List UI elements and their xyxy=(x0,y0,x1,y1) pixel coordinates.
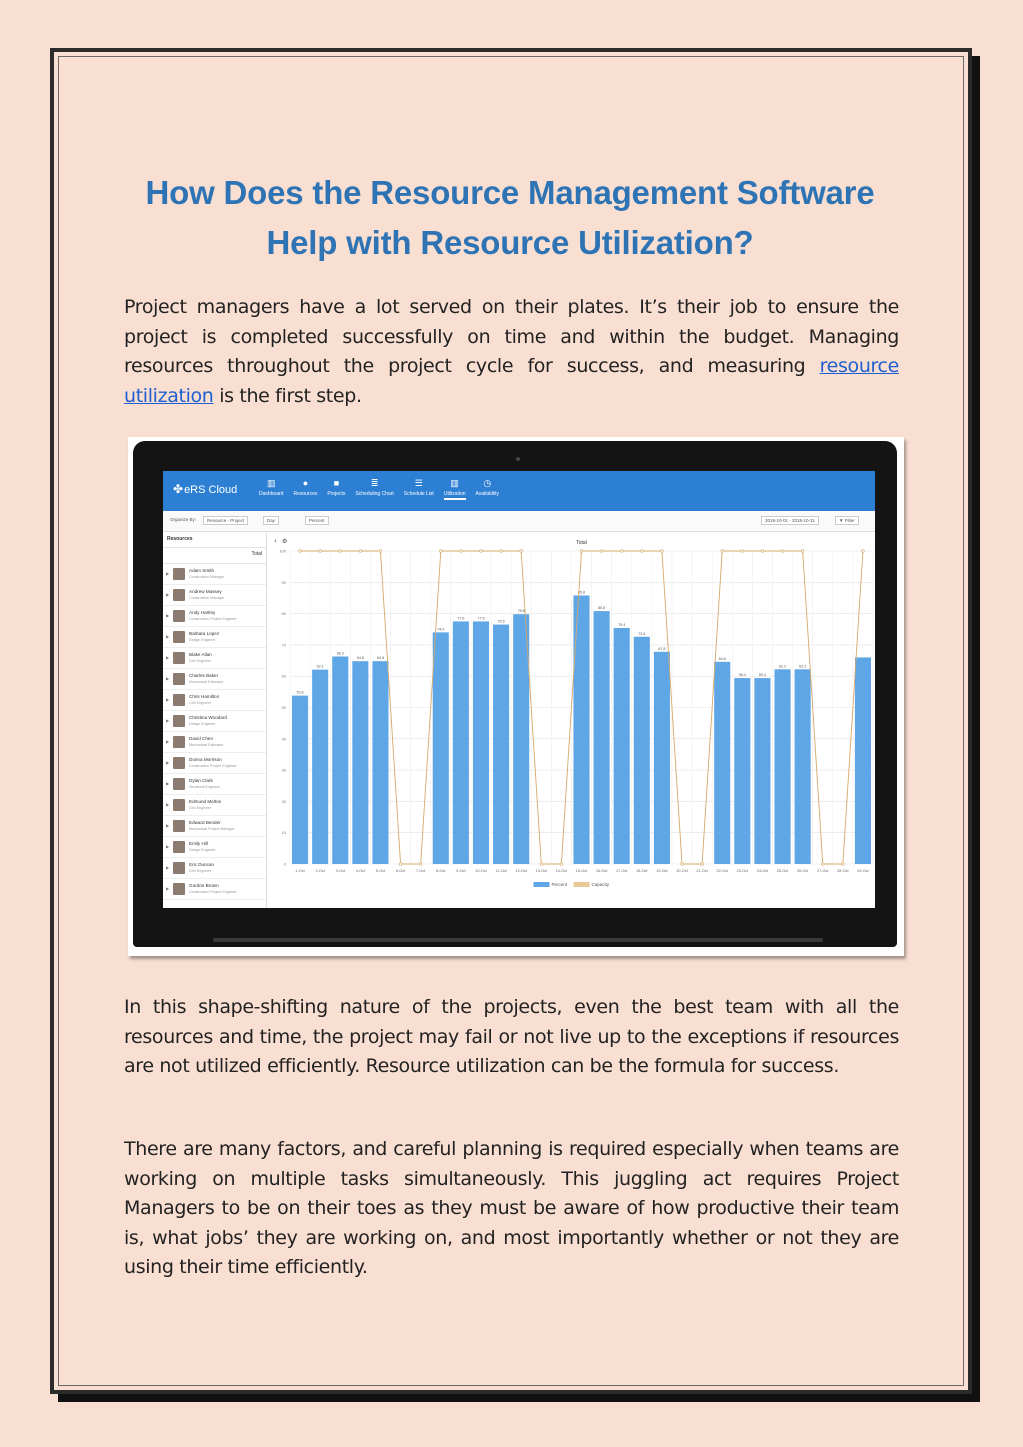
avatar xyxy=(173,694,185,706)
expand-caret-icon[interactable]: ▶ xyxy=(166,844,170,849)
resource-role: Mechanical Project Manager xyxy=(189,827,235,831)
bar xyxy=(734,678,750,864)
paragraph-intro-text: Project managers have a lot served on their plates. It’s their job to ensure the project is completed successfully on time and within the budget. Managing resources throughout the project cycle for success, and measuring xyxy=(124,296,899,377)
bar xyxy=(774,669,790,864)
bar xyxy=(634,637,650,864)
period-select[interactable]: Day xyxy=(263,516,279,525)
data-label: 64.8 xyxy=(376,656,384,661)
capacity-point xyxy=(480,550,483,553)
expand-caret-icon[interactable]: ▶ xyxy=(166,739,170,744)
expand-caret-icon[interactable]: ▶ xyxy=(166,781,170,786)
x-tick-label: 28-Oct xyxy=(837,869,849,873)
capacity-point xyxy=(821,863,824,866)
laptop-screenshot xyxy=(128,437,904,956)
resource-role: Construction Manager xyxy=(189,575,225,579)
filter-button[interactable] xyxy=(835,516,859,525)
filter-label: Filter xyxy=(844,518,855,523)
resource-row[interactable] xyxy=(163,669,266,690)
bar xyxy=(493,625,509,864)
expand-caret-icon[interactable]: ▶ xyxy=(166,634,170,639)
bar xyxy=(372,661,388,864)
bar xyxy=(654,652,670,864)
resource-role: Civil Engineer xyxy=(189,659,212,663)
chart-svg xyxy=(268,533,875,908)
nav-resources[interactable] xyxy=(293,477,317,500)
sidebar-total: Total xyxy=(163,548,266,564)
x-tick-label: 2-Oct xyxy=(315,869,325,873)
expand-caret-icon[interactable]: ▶ xyxy=(166,655,170,660)
resource-name: David Chen xyxy=(189,736,214,741)
capacity-point xyxy=(862,550,865,553)
nav-dashboard[interactable] xyxy=(259,477,283,500)
nav-availability[interactable] xyxy=(476,477,500,500)
utilization-toolbar xyxy=(163,511,875,532)
expand-caret-icon[interactable]: ▶ xyxy=(166,760,170,765)
x-tick-label: 11-Oct xyxy=(495,869,507,873)
capacity-point xyxy=(701,863,704,866)
data-label: 59.4 xyxy=(738,673,746,678)
resource-name: Adam Smith xyxy=(189,568,215,573)
resource-row[interactable] xyxy=(163,564,266,585)
app-header xyxy=(163,471,875,511)
capacity-point xyxy=(560,863,563,866)
resource-name: Gordon Brown xyxy=(189,883,219,888)
x-tick-label: 25-Oct xyxy=(776,869,789,873)
paragraph-intro-tail: is the first step. xyxy=(213,384,362,407)
avatar xyxy=(173,883,185,895)
bar xyxy=(433,632,449,864)
expand-caret-icon[interactable]: ▶ xyxy=(166,697,170,702)
x-tick-label: 16-Oct xyxy=(595,869,608,873)
expand-caret-icon[interactable]: ▶ xyxy=(166,802,170,807)
nav-label: Utilization xyxy=(443,491,466,497)
x-tick-label: 23-Oct xyxy=(736,869,749,873)
resource-name: Donna Morrison xyxy=(189,757,222,762)
resource-list xyxy=(163,564,266,900)
bar xyxy=(312,670,328,864)
resource-name: Barbara Lopez xyxy=(189,631,220,636)
resource-name: Chris Hamilton xyxy=(189,694,220,699)
resource-row[interactable] xyxy=(163,711,266,732)
avatar xyxy=(173,568,185,580)
chart-nav-prev-icon: ‹ xyxy=(274,537,277,545)
capacity-point xyxy=(520,550,523,553)
bar xyxy=(473,621,489,864)
bar xyxy=(352,661,368,864)
capacity-point xyxy=(761,550,764,553)
laptop-hinge xyxy=(213,938,823,942)
resource-row[interactable] xyxy=(163,606,266,627)
x-tick-label: 1-Oct xyxy=(295,869,305,873)
capacity-point xyxy=(299,550,302,553)
avatar xyxy=(173,610,185,622)
bar xyxy=(332,656,348,864)
x-tick-label: 4-Oct xyxy=(355,869,366,873)
data-label: 76.5 xyxy=(497,619,505,624)
resource-name: Andy Hartley xyxy=(189,610,216,615)
capacity-point xyxy=(419,863,422,866)
y-tick-label: 50 xyxy=(281,705,286,710)
app-logo[interactable] xyxy=(173,482,237,496)
resource-role: Design Engineer xyxy=(189,722,216,726)
scheduling-chart-icon: ≣ xyxy=(370,478,379,488)
chart-settings-icon: ⚙ xyxy=(282,538,288,545)
expand-caret-icon[interactable]: ▶ xyxy=(166,718,170,723)
capacity-point xyxy=(661,550,664,553)
bar xyxy=(453,621,469,864)
resource-row[interactable] xyxy=(163,627,266,648)
capacity-point xyxy=(641,550,644,553)
nav-label: Scheduling Chart xyxy=(355,491,394,497)
resource-row[interactable] xyxy=(163,774,266,795)
x-tick-label: 9-Oct xyxy=(456,869,466,873)
app-logo-text: eRS Cloud xyxy=(184,484,238,496)
avatar xyxy=(173,862,185,874)
resource-row[interactable] xyxy=(163,690,266,711)
bar xyxy=(292,696,308,864)
data-label: 62.1 xyxy=(316,664,324,669)
capacity-point xyxy=(359,550,362,553)
logo-icon: ✤ xyxy=(173,482,184,496)
data-label: 64.8 xyxy=(356,656,364,661)
nav-label: Projects xyxy=(327,491,346,497)
capacity-point xyxy=(801,550,804,553)
capacity-point xyxy=(399,863,402,866)
sidebar-header: Resources xyxy=(163,533,266,548)
capacity-point xyxy=(681,863,684,866)
legend-swatch-capacity xyxy=(574,882,590,887)
data-label: 72.6 xyxy=(638,631,646,636)
avatar xyxy=(173,736,185,748)
dashboard-icon: ▥ xyxy=(266,478,276,488)
data-label: 62.2 xyxy=(799,664,807,669)
y-tick-label: 90 xyxy=(281,579,286,585)
paragraph-two: In this shape-shifting nature of the projects, even the best team with all the resources and time, the project may fail or not live up to the exceptions if resources are not utilized efficiently. Resource utilization can be the formula for success. xyxy=(124,996,899,1077)
data-label: 67.8 xyxy=(658,646,666,651)
capacity-point xyxy=(460,550,463,553)
resource-row[interactable] xyxy=(163,585,266,606)
data-label: 62.2 xyxy=(779,664,787,669)
title-line-2: Help with Resource Utilization? xyxy=(266,224,754,261)
y-tick-label: 70 xyxy=(281,642,286,648)
resource-row[interactable] xyxy=(163,753,266,774)
x-tick-label: 14-Oct xyxy=(555,869,568,873)
resource-row[interactable] xyxy=(163,795,266,816)
nav-label: Resources xyxy=(293,491,318,497)
data-label: 59.4 xyxy=(758,673,766,678)
avatar xyxy=(173,589,185,601)
capacity-point xyxy=(439,550,442,553)
data-label: 79.8 xyxy=(517,609,525,614)
x-tick-label: 13-Oct xyxy=(535,869,547,873)
x-tick-label: 3-Oct xyxy=(335,869,345,873)
avatar xyxy=(173,799,185,811)
schedule-list-icon: ☰ xyxy=(414,478,423,488)
unit-select[interactable]: Percent xyxy=(305,516,329,525)
bar xyxy=(795,669,811,864)
nav-schedule-list[interactable] xyxy=(404,477,434,500)
nav-label: Availability xyxy=(475,491,500,497)
capacity-point xyxy=(379,550,382,553)
capacity-point xyxy=(580,550,583,553)
bar xyxy=(754,678,770,864)
main-nav xyxy=(259,477,509,500)
y-tick-label: 100 xyxy=(279,548,286,554)
expand-caret-icon[interactable]: ▶ xyxy=(166,592,170,597)
bar xyxy=(714,662,730,864)
data-label: 85.8 xyxy=(578,590,585,595)
data-label: 77.5 xyxy=(477,616,485,621)
organize-by-label: Organize By: xyxy=(170,517,197,522)
resource-role: Construction Project Engineer xyxy=(189,764,237,768)
resource-role: Civil Engineer xyxy=(189,806,212,810)
data-label: 74.0 xyxy=(437,627,445,632)
app-screen xyxy=(163,471,875,908)
expand-caret-icon[interactable]: ▶ xyxy=(166,865,170,870)
x-tick-label: 18-Oct xyxy=(636,869,648,873)
avatar xyxy=(173,652,185,664)
laptop-bezel xyxy=(133,441,897,947)
capacity-point xyxy=(620,550,623,553)
resource-row[interactable] xyxy=(163,732,266,753)
bar xyxy=(594,611,610,864)
capacity-point xyxy=(339,550,342,553)
expand-caret-icon[interactable]: ▶ xyxy=(166,823,170,828)
filter-icon: ▼ xyxy=(839,518,845,523)
capacity-point xyxy=(540,863,543,866)
resource-name: Edward Bender xyxy=(189,820,221,825)
projects-icon: ■ xyxy=(333,478,340,488)
legend-label-capacity: Capacity xyxy=(591,882,610,888)
capacity-point xyxy=(319,550,322,553)
expand-caret-icon[interactable]: ▶ xyxy=(166,886,170,891)
utilization-chart xyxy=(268,533,875,908)
capacity-point xyxy=(600,550,603,553)
data-label: 75.4 xyxy=(618,622,626,627)
avatar xyxy=(173,778,185,790)
resource-name: Eric Duncan xyxy=(189,862,215,867)
x-tick-label: 24-Oct xyxy=(756,869,769,873)
resource-name: Andrew Massey xyxy=(189,589,222,594)
resource-role: Construction Project Engineer xyxy=(189,890,237,894)
data-label: 64.6 xyxy=(718,656,726,661)
nav-projects[interactable] xyxy=(327,477,345,500)
document-title xyxy=(110,168,910,268)
expand-caret-icon[interactable]: ▶ xyxy=(166,613,170,618)
y-tick-label: 40 xyxy=(281,736,286,742)
title-line-1: How Does the Resource Management Software xyxy=(145,174,875,211)
resource-name: Edmund Melton xyxy=(189,799,222,804)
x-tick-label: 12-Oct xyxy=(515,869,527,873)
x-tick-label: 15-Oct xyxy=(575,869,588,873)
camera-dot xyxy=(516,457,520,461)
resource-role: Mechanical Estimator xyxy=(189,743,224,747)
bar xyxy=(513,614,529,864)
resource-name: Blake Allan xyxy=(189,652,212,657)
y-tick-label: 30 xyxy=(281,767,286,773)
x-tick-label: 10-Oct xyxy=(475,869,487,873)
capacity-point xyxy=(500,550,503,553)
y-tick-label: 20 xyxy=(281,798,286,804)
paragraph-intro xyxy=(124,293,899,411)
avatar xyxy=(173,631,185,643)
resource-role: Civil Engineer xyxy=(189,869,212,873)
data-label: 80.8 xyxy=(598,606,606,611)
x-tick-label: 26-Oct xyxy=(796,869,809,873)
data-label: 53.8 xyxy=(296,690,304,695)
nav-utilization[interactable] xyxy=(444,477,466,500)
bar xyxy=(855,657,871,864)
data-label: 66.3 xyxy=(336,651,344,656)
x-tick-label: 6-Oct xyxy=(395,869,406,873)
resource-row[interactable] xyxy=(163,648,266,669)
date-range-input[interactable]: 2018-10-01 - 2018-10-31 xyxy=(761,516,819,525)
resource-row[interactable] xyxy=(163,837,266,858)
nav-label: Schedule List xyxy=(403,491,434,497)
x-tick-label: 22-Oct xyxy=(716,869,728,873)
chart-title: Total xyxy=(576,540,587,546)
legend-label-percent: Percent xyxy=(551,882,568,888)
x-tick-label: 7-Oct xyxy=(416,869,426,873)
y-tick-label: 80 xyxy=(281,611,286,617)
legend-swatch-percent xyxy=(534,882,550,887)
utilization-icon: ▥ xyxy=(450,478,459,488)
data-label: 77.5 xyxy=(457,616,465,621)
x-tick-label: 21-Oct xyxy=(696,869,708,873)
resource-name: Charles Baker xyxy=(189,673,219,678)
avatar xyxy=(173,841,185,853)
x-tick-label: 20-Oct xyxy=(676,869,688,873)
availability-icon: ◷ xyxy=(483,478,492,488)
nav-scheduling-chart[interactable] xyxy=(355,477,393,500)
resource-role: Construction Project Engineer xyxy=(189,617,237,621)
capacity-point xyxy=(842,863,845,866)
resource-role: Design Engineer xyxy=(189,848,216,852)
resource-role: Design Engineer xyxy=(189,638,216,642)
resource-name: Christina Woodard xyxy=(189,715,227,720)
resource-row[interactable] xyxy=(163,816,266,837)
capacity-point xyxy=(781,550,784,553)
avatar xyxy=(173,673,185,685)
x-tick-label: 5-Oct xyxy=(375,869,386,873)
resources-icon: ● xyxy=(302,478,309,488)
resource-role: Construction Manager xyxy=(189,596,225,600)
resource-name: Emily Hill xyxy=(189,841,208,846)
capacity-point xyxy=(721,550,724,553)
avatar xyxy=(173,820,185,832)
bar xyxy=(614,628,630,864)
y-tick-label: 10 xyxy=(281,830,286,836)
x-tick-label: 8-Oct xyxy=(436,869,446,873)
avatar xyxy=(173,715,185,727)
resource-role: Mechanical Estimator xyxy=(189,680,224,684)
y-tick-label: 0 xyxy=(283,861,286,867)
nav-label: Dashboard xyxy=(259,491,284,497)
resource-role: Civil Engineer xyxy=(189,701,212,705)
resource-name: Dylan Clark xyxy=(189,778,213,783)
avatar xyxy=(173,757,185,769)
x-tick-label: 27-Oct xyxy=(817,869,829,873)
resource-row[interactable] xyxy=(163,879,266,900)
resource-row[interactable] xyxy=(163,858,266,879)
resource-utilization-link[interactable]: resource utilization xyxy=(124,355,899,407)
y-tick-label: 60 xyxy=(281,673,286,679)
expand-caret-icon[interactable]: ▶ xyxy=(166,676,170,681)
resources-sidebar xyxy=(163,533,267,908)
x-tick-label: 19-Oct xyxy=(656,869,668,873)
paragraph-three: There are many factors, and careful planning is required especially when teams are working on multiple tasks simultaneously. This juggling act requires Project Managers to be on their toes as they must be aware of how productive their team is, what jobs’ they are working on, and most importantly whether or not they are using their time efficiently. xyxy=(124,1138,899,1278)
capacity-point xyxy=(741,550,744,553)
x-tick-label: 17-Oct xyxy=(616,869,628,873)
expand-caret-icon[interactable]: ▶ xyxy=(166,571,170,576)
x-tick-label: 29-Oct xyxy=(857,869,869,873)
resource-role: Structural Engineer xyxy=(189,785,220,789)
organize-by-select[interactable]: Resource - Project xyxy=(203,516,248,525)
